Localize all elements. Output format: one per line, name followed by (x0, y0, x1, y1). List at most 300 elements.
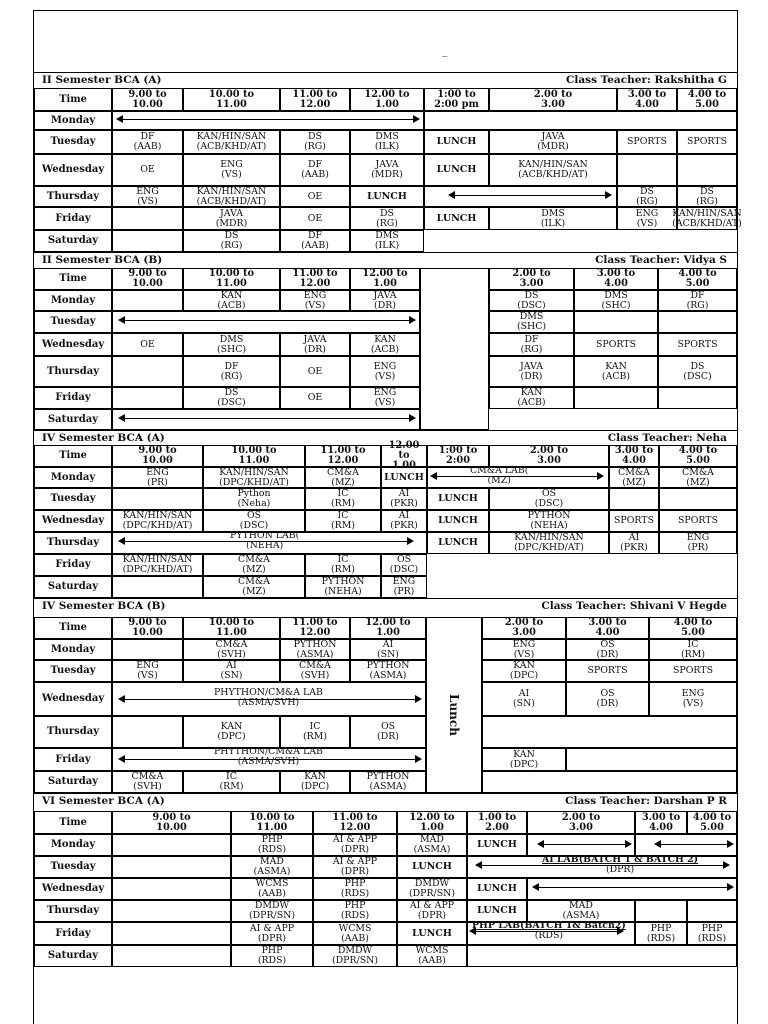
time-slot-header (687, 811, 737, 834)
cell-line: JAVA (303, 333, 327, 345)
schedule-cell (489, 207, 617, 230)
schedule-cell (313, 945, 397, 967)
schedule-cell (280, 771, 350, 793)
cell-line: Saturday (47, 776, 99, 787)
schedule-cell (566, 639, 649, 660)
cell-line: 10.00 to (231, 445, 277, 456)
cell-line: (DPR/SN) (332, 955, 378, 966)
cell-line: (RG) (520, 343, 543, 355)
schedule-cell (489, 532, 609, 554)
cell-line: (ACB) (601, 370, 631, 382)
cell-line: (RDS) (697, 932, 727, 944)
schedule-cell (112, 922, 231, 945)
cell-line: PHP (344, 878, 366, 889)
cell-line: SPORTS (687, 136, 727, 147)
schedule-cell (617, 207, 677, 230)
time-slot-header (489, 88, 617, 111)
cell-line: JAVA (375, 159, 399, 170)
cell-line: 4.00 (635, 98, 659, 110)
cell-line: (NEHA) (324, 586, 362, 597)
time-slot-header (617, 88, 677, 111)
cell-line: SPORTS (677, 338, 718, 350)
cell-line: (ACB) (370, 343, 400, 355)
schedule-cell (635, 922, 687, 945)
cell-line: (RG) (220, 240, 243, 251)
cell-line: 1.00 (420, 821, 444, 833)
schedule-cell (574, 387, 658, 409)
cell-line: 10.00 (132, 627, 163, 638)
cell-line: DMS (375, 131, 399, 142)
schedule-cell (112, 856, 231, 878)
arrow-head-right (415, 695, 422, 703)
cell-line: CM&A (618, 466, 650, 478)
schedule-cell (489, 333, 574, 356)
cell-line: Tuesday (50, 493, 96, 504)
cell-line: MAD (569, 900, 593, 911)
cell-line: Thursday (46, 905, 100, 916)
cell-line: DMDW (254, 900, 290, 911)
time-slot-header (658, 268, 737, 290)
cell-line: (VS) (513, 648, 535, 660)
cell-line: AI (382, 638, 394, 650)
schedule-cell (183, 186, 280, 207)
day-label (34, 660, 112, 682)
cell-line: (DPC/KHD/AT) (122, 520, 193, 531)
cell-line: SPORTS (587, 665, 628, 676)
cell-line: (RG) (220, 370, 243, 382)
cell-line: LUNCH (384, 471, 424, 483)
schedule-cell (482, 660, 566, 682)
cell-line: AI LAB(BATCH 1 & BATCH 2) (542, 854, 699, 865)
cell-line: AI (518, 688, 530, 699)
cell-line: (MDR) (215, 217, 248, 229)
cell-line: KAN/HIN/SAN (196, 131, 267, 142)
cell-line: 10.00 (142, 455, 173, 466)
schedule-cell (489, 311, 574, 333)
cell-line: DS (224, 387, 239, 398)
cell-line: CM&A (327, 466, 359, 478)
schedule-cell (482, 682, 566, 716)
cell-line: LUNCH (438, 537, 478, 548)
cell-line: KAN (304, 771, 326, 782)
arrow-head-left (475, 861, 482, 869)
arrow-line (453, 195, 607, 196)
schedule-cell (280, 660, 350, 682)
cell-line: (RDS) (257, 844, 287, 855)
ai-lab-label (542, 855, 698, 875)
day-label (34, 333, 112, 356)
schedule-cell (183, 771, 280, 793)
cell-line: IC (687, 638, 699, 650)
cell-line: DF (524, 333, 539, 345)
cell-line: 1.00 (392, 460, 416, 471)
schedule-cell (687, 922, 737, 945)
cell-line: (SN) (377, 648, 399, 660)
cell-line: (ASMA) (369, 670, 407, 681)
cell-line: CM&A (299, 660, 331, 671)
time-slot-header (609, 445, 659, 467)
time-slot-header (112, 811, 231, 834)
cell-line: 10.00 to (249, 811, 295, 823)
time-slot-header (203, 445, 305, 467)
cell-line: 2.00 to (533, 88, 573, 100)
cell-line: LUNCH (412, 861, 452, 872)
time-slot-header (280, 268, 350, 290)
cell-line: 5.00 (695, 98, 719, 110)
cell-line: (VS) (682, 698, 704, 709)
cell-line: 11.00 to (292, 268, 338, 279)
cell-line: KAN/HIN/SAN (196, 185, 267, 197)
cell-line: (MZ) (331, 476, 355, 488)
cell-line: ENG (136, 185, 159, 197)
section-header (34, 252, 737, 269)
cell-line: 10.00 (156, 821, 187, 833)
cell-line: Wednesday (41, 883, 105, 894)
schedule-cell (183, 387, 280, 409)
cell-line: (ILK) (540, 217, 566, 229)
cell-line: 11.00 (216, 278, 247, 289)
cell-line: (DSC) (517, 299, 546, 311)
arrow-head-right (723, 861, 730, 869)
schedule-cell (566, 682, 649, 716)
cell-line: (DPC/KHD/AT) (514, 542, 584, 553)
schedule-cell (305, 510, 381, 532)
arrow-head-right (413, 115, 420, 123)
schedule-cell (658, 387, 737, 409)
schedule-cell (203, 510, 305, 532)
schedule-cell (617, 186, 677, 207)
cell-line: SPORTS (678, 515, 718, 526)
cell-line: 11.00 (216, 627, 247, 638)
time-slot-header (350, 88, 424, 111)
time-slot-header (305, 445, 381, 467)
cell-line: (PKR) (390, 520, 418, 531)
cell-line: PHYTHON/CM&A LAB (214, 746, 323, 757)
cell-line: DMS (604, 289, 628, 301)
cell-line: KAN (520, 387, 543, 398)
schedule-cell (183, 333, 280, 356)
schedule-cell (617, 154, 677, 186)
cell-line: DF (307, 230, 323, 241)
schedule-cell (609, 510, 659, 532)
cell-line: OE (307, 190, 323, 202)
section-header (34, 598, 737, 615)
cell-line: KAN (220, 721, 243, 732)
cell-line: DMS (541, 207, 565, 219)
day-label (34, 230, 112, 252)
schedule-cell (203, 554, 305, 576)
time-slot-header (112, 268, 183, 290)
cell-line: 2.00 to (504, 617, 544, 628)
cell-line: Tuesday (50, 665, 96, 676)
cell-line: CM&A (682, 466, 714, 478)
cell-line: OS (396, 554, 412, 565)
cell-line: ENG (373, 387, 397, 398)
class-teacher: Class Teacher: Vidya S (595, 254, 727, 266)
day-label (34, 207, 112, 230)
cell-line: ENG (686, 532, 710, 543)
cell-line: ENG (220, 159, 243, 170)
time-slot-header (381, 440, 427, 471)
schedule-cell (280, 207, 350, 230)
cell-line: SPORTS (596, 338, 636, 350)
day-label (34, 356, 112, 387)
cell-line: KAN/HIN/SAN (219, 466, 289, 478)
cell-line: (RG) (686, 299, 709, 311)
cell-line: (DR) (304, 343, 326, 355)
cell-line: 2:00 pm (434, 98, 479, 110)
cell-line: (ACB) (217, 299, 246, 311)
day-label (34, 409, 112, 430)
time-slot-header (424, 88, 489, 111)
phython-lab-label (214, 688, 323, 708)
cell-line: 4.00 to (678, 445, 718, 456)
cell-line: LUNCH (436, 136, 477, 147)
time-header-label (34, 617, 112, 639)
schedule-cell (183, 716, 280, 748)
arrow-head-right (415, 755, 422, 763)
schedule-cell (183, 356, 280, 387)
cell-line: (ACB/KHD/AT) (196, 141, 267, 152)
schedule-cell (112, 716, 183, 748)
schedule-cell (313, 834, 397, 856)
cell-line: 10.00 (132, 98, 163, 110)
cell-line: 4.00 to (692, 811, 732, 823)
cell-line: PYTHON (321, 576, 365, 587)
cell-line: LUNCH (477, 883, 517, 894)
cell-line: 3.00 to (641, 811, 681, 823)
day-label (34, 748, 112, 771)
cell-line: IC (226, 771, 237, 782)
cell-line: LUNCH (477, 905, 517, 916)
arrow-line (659, 844, 729, 845)
time-slot-header (231, 811, 313, 834)
schedule-cell (427, 488, 489, 510)
cell-line: (SHC) (216, 343, 247, 355)
cell-line: (VS) (137, 195, 158, 207)
cell-line: Tuesday (50, 861, 96, 872)
cell-line: AI & APP (332, 834, 378, 845)
schedule-cell (381, 576, 427, 598)
day-label (34, 639, 112, 660)
schedule-cell (112, 230, 183, 252)
section-title: IV Semester BCA (B) (42, 600, 166, 612)
cell-line: PHP LAB(BATCH 1& Batch2) (472, 920, 626, 931)
schedule-cell (659, 510, 737, 532)
cell-line: IC (337, 554, 349, 565)
cell-line: Thursday (46, 365, 100, 377)
cell-line: 9.00 to (128, 617, 167, 628)
schedule-cell (280, 356, 350, 387)
cell-line: 12.00 (327, 455, 359, 466)
cell-line: ENG (681, 688, 705, 699)
cell-line: 11.00 to (292, 617, 338, 628)
schedule-cell (489, 290, 574, 311)
cell-line: (DPR) (605, 864, 635, 875)
schedule-cell (609, 488, 659, 510)
cell-line: 2.00 to (529, 445, 569, 456)
cell-line: 12.00 to (365, 617, 411, 628)
cell-line: IC (337, 510, 349, 521)
cell-line: (AAB) (301, 169, 329, 180)
cell-line: (MZ) (686, 476, 710, 488)
schedule-cell (231, 900, 313, 922)
cma-lab-label (470, 466, 528, 486)
cell-line: DS (308, 131, 322, 142)
schedule-cell (305, 488, 381, 510)
schedule-cell (112, 467, 203, 488)
cell-line: 11.00 (256, 821, 288, 833)
arrow-head-left (118, 316, 125, 324)
arrow-line (123, 320, 411, 321)
cell-line: PHYTHON/CM&A LAB (214, 687, 323, 698)
cell-line: OS (246, 510, 262, 521)
schedule-cell (350, 387, 420, 409)
schedule-cell (313, 878, 397, 900)
schedule-cell (397, 856, 467, 878)
cell-line: DS (700, 185, 714, 197)
day-label (34, 900, 112, 922)
schedule-cell (183, 154, 280, 186)
time-slot-header (350, 268, 420, 290)
section-title: II Semester BCA (B) (42, 254, 163, 266)
schedule-cell (424, 207, 489, 230)
cell-line: IC (309, 721, 321, 732)
cell-line: Wednesday (41, 338, 105, 350)
cell-line: DS (690, 360, 705, 372)
schedule-cell (183, 639, 280, 660)
cell-line: PHP (261, 834, 283, 845)
cell-line: 12.00 (299, 98, 331, 110)
arrow-head-right (625, 840, 632, 848)
cell-line: LUNCH (438, 493, 478, 504)
schedule-cell (112, 387, 183, 409)
thursday-span-arrow (448, 191, 612, 201)
cell-line: Tuesday (50, 136, 96, 147)
cell-line: DMDW (414, 878, 450, 889)
cell-line: PHP (344, 900, 366, 911)
schedule-cell (350, 154, 424, 186)
cell-line: 5.00 (686, 455, 710, 466)
schedule-cell (280, 130, 350, 154)
day-label (34, 716, 112, 748)
cell-line: CM&A (131, 771, 164, 782)
cell-line: 3.00 to (588, 617, 627, 628)
day-label (34, 510, 112, 532)
cell-line: Monday (50, 471, 96, 483)
cell-line: (NEHA) (530, 520, 568, 531)
schedule-cell (350, 356, 420, 387)
arrow-line (537, 887, 729, 888)
cell-line: OS (600, 638, 615, 650)
schedule-cell (659, 532, 737, 554)
arrow-line (123, 418, 411, 419)
schedule-cell (574, 290, 658, 311)
cell-line: (VS) (374, 397, 396, 408)
cell-line: 4.00 (604, 278, 628, 289)
cell-line: LUNCH (477, 839, 517, 850)
cell-line: (SVH) (217, 648, 246, 660)
monday-arrow-a (537, 840, 632, 850)
schedule-cell (112, 576, 203, 598)
cell-line: Monday (50, 839, 96, 850)
cell-line: (RDS) (646, 932, 676, 944)
cell-line: Saturday (47, 413, 99, 425)
schedule-cell (112, 771, 183, 793)
cell-line: MAD (420, 834, 444, 845)
schedule-cell (574, 333, 658, 356)
cell-line: (RM) (331, 520, 355, 531)
cell-line: (ASMA) (413, 844, 451, 855)
time-slot-header (397, 811, 467, 834)
schedule-cell (280, 186, 350, 207)
cell-line: KAN/HIN/SAN (518, 159, 588, 170)
cell-line: (MDR) (537, 141, 569, 152)
cell-line: AI & APP (332, 856, 378, 867)
cell-line: Friday (55, 927, 91, 939)
cell-line: (ASMA/SVH) (237, 697, 300, 708)
lunch-vertical-label: Lunch (447, 694, 461, 736)
time-slot-header (112, 617, 183, 639)
cell-line: WCMS (255, 878, 289, 889)
schedule-cell (489, 488, 609, 510)
schedule-cell (677, 130, 737, 154)
schedule-cell (112, 660, 183, 682)
schedule-cell (649, 660, 737, 682)
monday-span-arrow (116, 115, 420, 125)
schedule-cell (617, 130, 677, 154)
cell-line: MAD (260, 856, 284, 867)
cell-line: 12.00 to (364, 88, 410, 100)
day-label (34, 834, 112, 856)
cell-line: ENG (512, 638, 536, 650)
schedule-cell (112, 333, 183, 356)
cell-line: Time (59, 93, 87, 105)
cell-line: Friday (55, 753, 91, 765)
day-label (34, 856, 112, 878)
arrow-head-left (118, 695, 125, 703)
time-slot-header (280, 617, 350, 639)
cell-line: 12.00 to (409, 811, 455, 823)
schedule-cell (280, 387, 350, 409)
schedule-cell (482, 716, 737, 748)
cell-line: 3.00 to (627, 88, 667, 100)
time-slot-header (482, 617, 566, 639)
cell-line: ENG (146, 466, 169, 478)
cell-line: KAN/HIN/SAN (122, 554, 193, 565)
cell-line: LUNCH (412, 927, 452, 939)
python-lab-label (230, 531, 299, 551)
cell-line: PYTHON (293, 638, 337, 650)
cell-line: 10.00 to (208, 88, 255, 100)
schedule-cell (183, 660, 280, 682)
cell-line: JAVA (520, 360, 543, 372)
cell-line: JAVA (373, 289, 397, 301)
schedule-cell (203, 576, 305, 598)
day-label (34, 154, 112, 186)
cell-line: Saturday (47, 581, 99, 592)
time-header-label (34, 88, 112, 111)
time-slot-header (350, 617, 426, 639)
cell-line: (RM) (331, 498, 355, 509)
cell-line: 3.00 to (614, 445, 654, 456)
schedule-cell (305, 576, 381, 598)
cell-line: 4.00 to (687, 88, 727, 100)
cell-line: 2.00 to (512, 268, 551, 279)
cell-line: (RG) (696, 195, 718, 207)
cell-line: JAVA (541, 131, 565, 142)
schedule-cell (397, 945, 467, 967)
